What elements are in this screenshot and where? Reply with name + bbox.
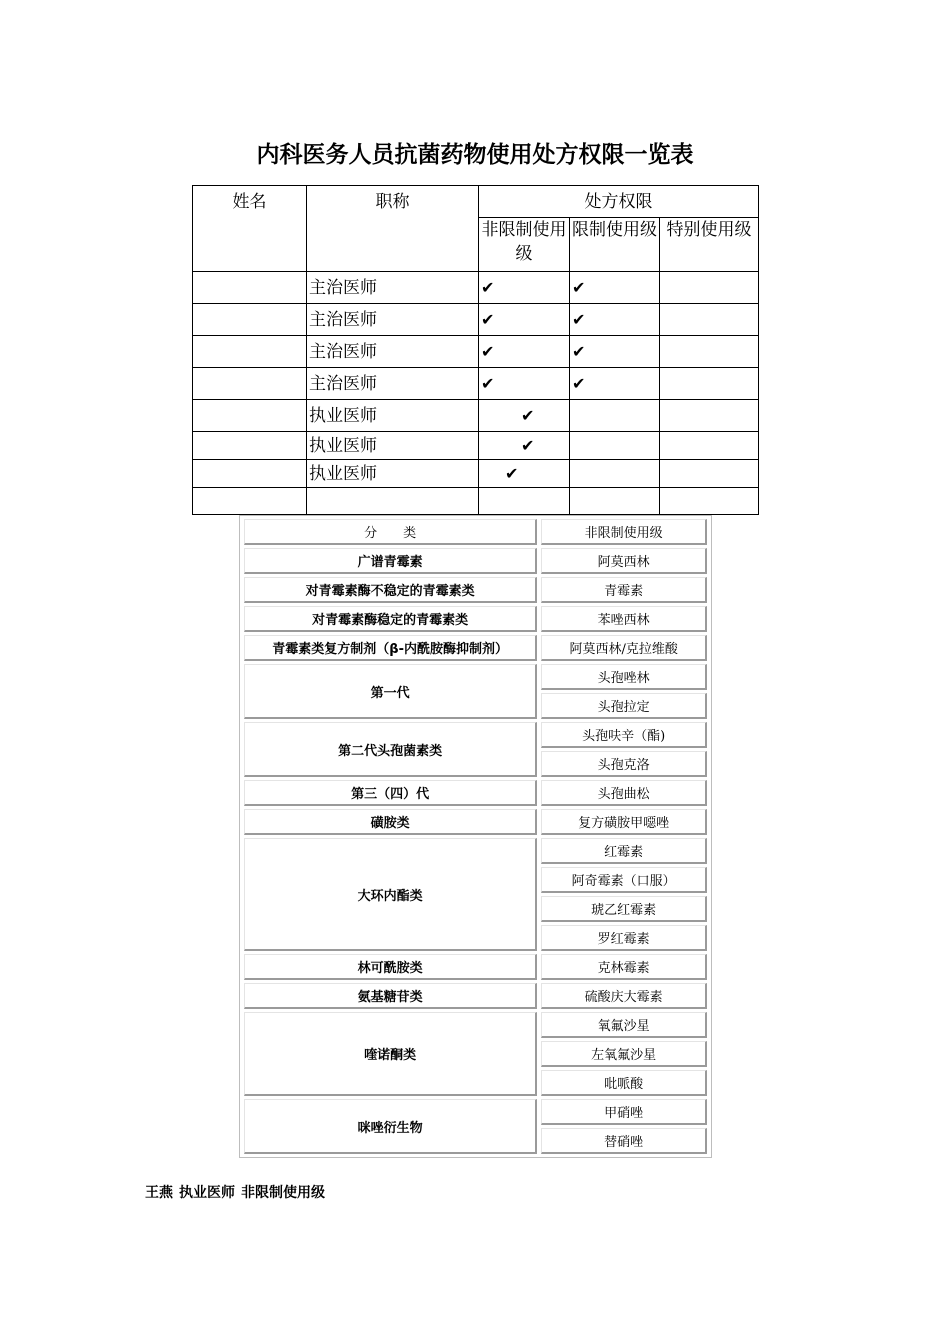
footer-level: 非限制使用级	[241, 1185, 325, 1201]
staff-authority-table	[192, 185, 759, 515]
table-row	[244, 809, 707, 835]
header-name: 姓名	[193, 186, 307, 272]
table-row	[193, 432, 759, 460]
level-unrestricted-cell	[479, 400, 570, 432]
staff-name-cell	[193, 272, 307, 304]
drug-category-cell: 喹诺酮类	[244, 1012, 537, 1096]
table-row	[244, 838, 707, 864]
staff-name-cell	[193, 368, 307, 400]
table-row	[244, 577, 707, 603]
level-restricted-cell	[570, 432, 660, 460]
drug-category-cell: 青霉素类复方制剂（β-内酰胺酶抑制剂）	[244, 635, 537, 661]
table-row	[244, 635, 707, 661]
staff-title-cell: 主治医师	[307, 368, 479, 400]
checkmark-icon: ✔	[572, 309, 586, 329]
checkmark-icon: ✔	[572, 373, 586, 393]
level-special-cell	[660, 460, 759, 488]
drug-category-cell: 大环内酯类	[244, 838, 537, 951]
staff-title-cell: 执业医师	[307, 400, 479, 432]
drug-name-cell: 硫酸庆大霉素	[541, 983, 707, 1009]
level-restricted-cell	[570, 460, 660, 488]
checkmark-icon: ✔	[572, 277, 586, 297]
drug-name-cell: 头孢克洛	[541, 751, 707, 777]
drug-name-cell: 头孢曲松	[541, 780, 707, 806]
staff-title-cell: 执业医师	[307, 460, 479, 488]
level-special-cell	[660, 368, 759, 400]
drug-category-cell: 氨基糖苷类	[244, 983, 537, 1009]
drug-name-cell: 左氧氟沙星	[541, 1041, 707, 1067]
drug-category-cell: 第一代	[244, 664, 537, 719]
table-row	[193, 488, 759, 515]
staff-title-cell	[307, 488, 479, 515]
level-unrestricted-cell	[479, 432, 570, 460]
table-row	[244, 1099, 707, 1125]
drug-name-cell: 琥乙红霉素	[541, 896, 707, 922]
table-row	[244, 983, 707, 1009]
level-special-cell	[660, 400, 759, 432]
staff-name-cell	[193, 432, 307, 460]
level-unrestricted-cell	[479, 272, 570, 304]
drug-name-cell: 罗红霉素	[541, 925, 707, 951]
header-title: 职称	[307, 186, 479, 272]
drug-category-cell: 第三（四）代	[244, 780, 537, 806]
drug-classification-table	[239, 515, 712, 1158]
drug-name-cell: 头孢唑林	[541, 664, 707, 690]
drug-name-cell: 吡哌酸	[541, 1070, 707, 1096]
drug-name-cell: 阿奇霉素（口服）	[541, 867, 707, 893]
level-unrestricted-cell	[479, 336, 570, 368]
table-row	[244, 1012, 707, 1038]
table-row	[193, 272, 759, 304]
staff-title-cell: 主治医师	[307, 336, 479, 368]
checkmark-icon: ✔	[481, 373, 495, 393]
level-special-cell	[660, 488, 759, 515]
level-special-cell	[660, 336, 759, 368]
header-level-restricted: 限制使用级	[570, 218, 660, 272]
level-unrestricted-cell	[479, 488, 570, 515]
drug-category-cell: 林可酰胺类	[244, 954, 537, 980]
level-restricted-cell	[570, 400, 660, 432]
header-category: 分 类	[244, 519, 537, 545]
drug-name-cell: 克林霉素	[541, 954, 707, 980]
level-special-cell	[660, 304, 759, 336]
level-unrestricted-cell	[479, 460, 570, 488]
drug-name-cell: 阿莫西林/克拉维酸	[541, 635, 707, 661]
drug-name-cell: 苯唑西林	[541, 606, 707, 632]
footer-title: 执业医师	[179, 1185, 235, 1201]
drug-name-cell: 红霉素	[541, 838, 707, 864]
table-row	[244, 606, 707, 632]
checkmark-icon: ✔	[481, 341, 495, 361]
table-row	[244, 780, 707, 806]
staff-name-cell	[193, 488, 307, 515]
table-row	[193, 400, 759, 432]
level-restricted-cell	[570, 272, 660, 304]
staff-name-cell	[193, 336, 307, 368]
drug-category-cell: 广谱青霉素	[244, 548, 537, 574]
drug-category-cell: 对青霉素酶不稳定的青霉素类	[244, 577, 537, 603]
header-level-special: 特别使用级	[660, 218, 759, 272]
level-unrestricted-cell	[479, 368, 570, 400]
staff-title-cell: 执业医师	[307, 432, 479, 460]
checkmark-icon: ✔	[521, 405, 535, 425]
drug-name-cell: 头孢拉定	[541, 693, 707, 719]
checkmark-icon: ✔	[572, 341, 586, 361]
table-row	[193, 368, 759, 400]
staff-name-cell	[193, 400, 307, 432]
table-row	[244, 954, 707, 980]
level-restricted-cell	[570, 368, 660, 400]
drug-name-cell: 头孢呋辛（酯)	[541, 722, 707, 748]
drug-category-cell: 对青霉素酶稳定的青霉素类	[244, 606, 537, 632]
staff-title-cell: 主治医师	[307, 304, 479, 336]
checkmark-icon: ✔	[481, 309, 495, 329]
staff-title-cell: 主治医师	[307, 272, 479, 304]
table-row	[193, 304, 759, 336]
level-special-cell	[660, 432, 759, 460]
header-level-unrestricted: 非限制使用级	[479, 218, 570, 272]
checkmark-icon: ✔	[505, 463, 519, 483]
table-row	[193, 336, 759, 368]
drug-name-cell: 复方磺胺甲噁唑	[541, 809, 707, 835]
table-row	[244, 722, 707, 748]
drug-category-cell: 磺胺类	[244, 809, 537, 835]
drug-category-cell: 第二代头孢菌素类	[244, 722, 537, 777]
checkmark-icon: ✔	[481, 277, 495, 297]
drug-category-cell: 咪唑衍生物	[244, 1099, 537, 1154]
level-unrestricted-cell	[479, 304, 570, 336]
table-row	[193, 460, 759, 488]
table-row	[244, 548, 707, 574]
level-restricted-cell	[570, 336, 660, 368]
footer-name: 王燕	[145, 1185, 173, 1201]
level-special-cell	[660, 272, 759, 304]
level-restricted-cell	[570, 304, 660, 336]
footer-note	[145, 1183, 331, 1203]
page-title: 内科医务人员抗菌药物使用处方权限一览表	[256, 142, 694, 168]
drug-name-cell: 阿莫西林	[541, 548, 707, 574]
header-level: 非限制使用级	[541, 519, 707, 545]
staff-name-cell	[193, 304, 307, 336]
drug-name-cell: 青霉素	[541, 577, 707, 603]
drug-name-cell: 氧氟沙星	[541, 1012, 707, 1038]
checkmark-icon: ✔	[521, 435, 535, 455]
drug-name-cell: 替硝唑	[541, 1128, 707, 1154]
level-restricted-cell	[570, 488, 660, 515]
table-row	[244, 664, 707, 690]
header-authority: 处方权限	[479, 186, 759, 218]
staff-name-cell	[193, 460, 307, 488]
drug-name-cell: 甲硝唑	[541, 1099, 707, 1125]
